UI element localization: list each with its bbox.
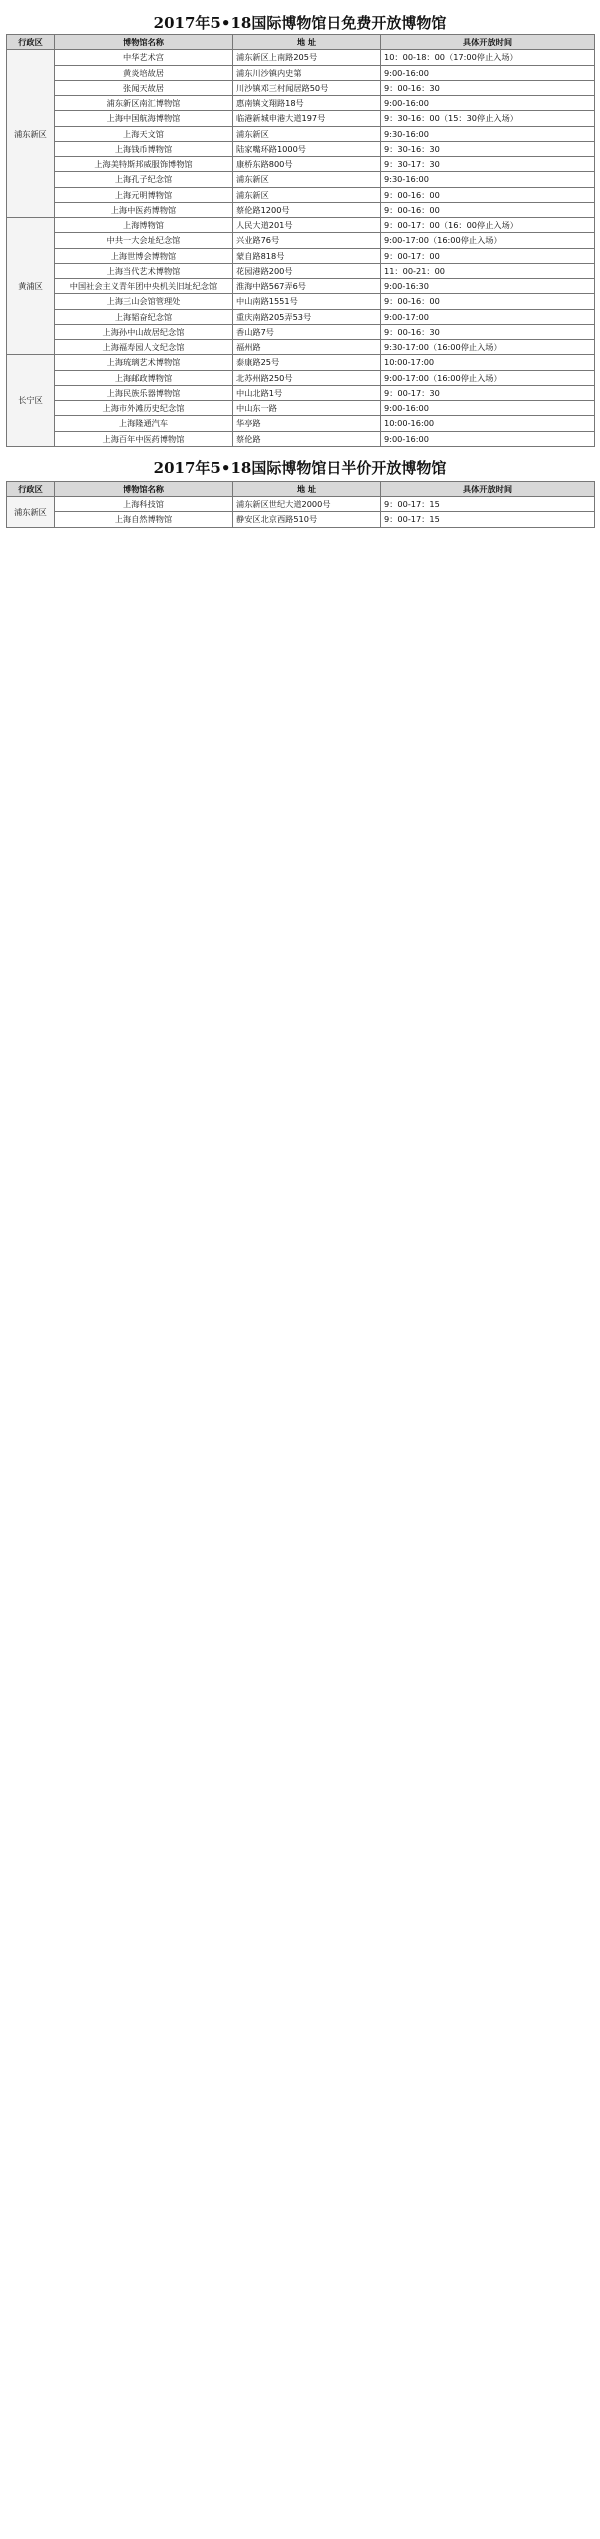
table-row bbox=[7, 294, 595, 309]
opening-hours-cell: 9：30-16：00（15：30停止入场） bbox=[381, 111, 595, 126]
table-row bbox=[7, 111, 595, 126]
opening-hours-cell: 9：00-16：00 bbox=[381, 187, 595, 202]
table-row bbox=[7, 385, 595, 400]
museum-name-cell: 上海天文馆 bbox=[55, 126, 233, 141]
opening-hours-cell: 10：00-18：00（17:00停止入场） bbox=[381, 50, 595, 65]
address-cell: 人民大道201号 bbox=[233, 218, 381, 233]
address-cell: 香山路7号 bbox=[233, 324, 381, 339]
museum-name-cell: 上海孔子纪念馆 bbox=[55, 172, 233, 187]
address-cell: 川沙镇邓三村闻居路50号 bbox=[233, 80, 381, 95]
half-table-title: 2017年5•18国际博物馆日半价开放博物馆 bbox=[153, 458, 447, 477]
address-cell: 浦东新区 bbox=[233, 172, 381, 187]
table-row bbox=[7, 512, 595, 527]
museum-name-cell: 中国社会主义青年团中央机关旧址纪念馆 bbox=[55, 279, 233, 294]
opening-hours-cell: 9：00-17：15 bbox=[381, 512, 595, 527]
address-cell: 福州路 bbox=[233, 340, 381, 355]
museum-name-cell: 上海邮政博物馆 bbox=[55, 370, 233, 385]
museum-name-cell: 上海当代艺术博物馆 bbox=[55, 263, 233, 278]
museum-name-cell: 上海民族乐器博物馆 bbox=[55, 385, 233, 400]
table-row bbox=[7, 355, 595, 370]
opening-hours-cell: 9:00-17:00（16:00停止入场） bbox=[381, 233, 595, 248]
header-museum-name: 博物馆名称 bbox=[55, 481, 233, 496]
district-cell: 浦东新区 bbox=[7, 497, 55, 528]
address-cell: 浦东新区上南路205号 bbox=[233, 50, 381, 65]
museum-name-cell: 上海百年中医药博物馆 bbox=[55, 431, 233, 446]
table-row bbox=[7, 172, 595, 187]
table-row bbox=[7, 126, 595, 141]
table-row bbox=[7, 431, 595, 446]
museum-name-cell: 中华艺术宫 bbox=[55, 50, 233, 65]
header-address: 地 址 bbox=[233, 481, 381, 496]
header-museum-name: 博物馆名称 bbox=[55, 35, 233, 50]
opening-hours-cell: 9：00-17：30 bbox=[381, 385, 595, 400]
district-cell: 长宁区 bbox=[7, 355, 55, 447]
table-row bbox=[7, 497, 595, 512]
museum-name-cell: 中共一大会址纪念馆 bbox=[55, 233, 233, 248]
free-table-title: 2017年5•18国际博物馆日免费开放博物馆 bbox=[153, 14, 447, 32]
opening-hours-cell: 9：30-17：30 bbox=[381, 157, 595, 172]
table-row bbox=[7, 96, 595, 111]
table-row bbox=[7, 416, 595, 431]
address-cell: 蔡伦路1200号 bbox=[233, 202, 381, 217]
opening-hours-cell: 11：00-21：00 bbox=[381, 263, 595, 278]
table-row bbox=[7, 187, 595, 202]
header-address: 地 址 bbox=[233, 35, 381, 50]
opening-hours-cell: 9：00-16：30 bbox=[381, 324, 595, 339]
museum-name-cell: 上海琉璃艺术博物馆 bbox=[55, 355, 233, 370]
address-cell: 浦东川沙镇内史第 bbox=[233, 65, 381, 80]
address-cell: 陆家嘴环路1000号 bbox=[233, 141, 381, 156]
museum-name-cell: 上海三山会馆管理处 bbox=[55, 294, 233, 309]
address-cell: 华亭路 bbox=[233, 416, 381, 431]
opening-hours-cell: 9:00-16:00 bbox=[381, 401, 595, 416]
opening-hours-cell: 9:30-16:00 bbox=[381, 126, 595, 141]
opening-hours-cell: 9：30-16：30 bbox=[381, 141, 595, 156]
museum-name-cell: 上海钱币博物馆 bbox=[55, 141, 233, 156]
museum-name-cell: 上海世博会博物馆 bbox=[55, 248, 233, 263]
museum-name-cell: 上海韬奋纪念馆 bbox=[55, 309, 233, 324]
museum-name-cell: 上海中国航海博物馆 bbox=[55, 111, 233, 126]
address-cell: 兴业路76号 bbox=[233, 233, 381, 248]
table-row bbox=[7, 202, 595, 217]
museum-name-cell: 上海元明博物馆 bbox=[55, 187, 233, 202]
opening-hours-cell: 9：00-16：00 bbox=[381, 294, 595, 309]
opening-hours-cell: 9:00-16:00 bbox=[381, 96, 595, 111]
address-cell: 北苏州路250号 bbox=[233, 370, 381, 385]
museum-name-cell: 上海市外滩历史纪念馆 bbox=[55, 401, 233, 416]
address-cell: 中山北路1号 bbox=[233, 385, 381, 400]
table-row bbox=[7, 248, 595, 263]
header-district: 行政区 bbox=[7, 35, 55, 50]
address-cell: 中山东一路 bbox=[233, 401, 381, 416]
address-cell: 浦东新区 bbox=[233, 187, 381, 202]
table-row bbox=[7, 370, 595, 385]
opening-hours-cell: 9:00-16:00 bbox=[381, 431, 595, 446]
museum-name-cell: 上海科技馆 bbox=[55, 497, 233, 512]
half-price-museum-table bbox=[6, 481, 595, 528]
table-row bbox=[7, 80, 595, 95]
table-row bbox=[7, 157, 595, 172]
address-cell: 花园港路200号 bbox=[233, 263, 381, 278]
opening-hours-cell: 9:00-17:00 bbox=[381, 309, 595, 324]
table-header-row bbox=[7, 481, 595, 496]
table-row bbox=[7, 263, 595, 278]
museum-name-cell: 上海中医药博物馆 bbox=[55, 202, 233, 217]
address-cell: 浦东新区 bbox=[233, 126, 381, 141]
table-row bbox=[7, 218, 595, 233]
address-cell: 重庆南路205弄53号 bbox=[233, 309, 381, 324]
address-cell: 蔡伦路 bbox=[233, 431, 381, 446]
opening-hours-cell: 9：00-17：00（16：00停止入场） bbox=[381, 218, 595, 233]
table-row bbox=[7, 309, 595, 324]
opening-hours-cell: 9：00-16：00 bbox=[381, 202, 595, 217]
address-cell: 临港新城申港大道197号 bbox=[233, 111, 381, 126]
header-opening-hours: 具体开放时间 bbox=[381, 35, 595, 50]
header-district: 行政区 bbox=[7, 481, 55, 496]
museum-name-cell: 黄炎培故居 bbox=[55, 65, 233, 80]
table-row bbox=[7, 65, 595, 80]
address-cell: 静安区北京西路510号 bbox=[233, 512, 381, 527]
opening-hours-cell: 9:00-16:00 bbox=[381, 65, 595, 80]
address-cell: 浦东新区世纪大道2000号 bbox=[233, 497, 381, 512]
address-cell: 中山南路1551号 bbox=[233, 294, 381, 309]
address-cell: 惠南镇文翔路18号 bbox=[233, 96, 381, 111]
district-cell: 浦东新区 bbox=[7, 50, 55, 218]
museum-name-cell: 上海孙中山故居纪念馆 bbox=[55, 324, 233, 339]
opening-hours-cell: 9:00-16:30 bbox=[381, 279, 595, 294]
table-row bbox=[7, 233, 595, 248]
opening-hours-cell: 9:00-17:00（16:00停止入场） bbox=[381, 370, 595, 385]
museum-name-cell: 上海隆通汽车 bbox=[55, 416, 233, 431]
table-row bbox=[7, 279, 595, 294]
address-cell: 蒙自路818号 bbox=[233, 248, 381, 263]
opening-hours-cell: 9:30-17:00（16:00停止入场） bbox=[381, 340, 595, 355]
museum-name-cell: 浦东新区南汇博物馆 bbox=[55, 96, 233, 111]
free-museum-table bbox=[6, 34, 595, 447]
table-row bbox=[7, 50, 595, 65]
opening-hours-cell: 9:30-16:00 bbox=[381, 172, 595, 187]
museum-name-cell: 上海美特斯邦威服饰博物馆 bbox=[55, 157, 233, 172]
museum-name-cell: 上海博物馆 bbox=[55, 218, 233, 233]
opening-hours-cell: 10:00-17:00 bbox=[381, 355, 595, 370]
opening-hours-cell: 9：00-17：15 bbox=[381, 497, 595, 512]
address-cell: 康桥东路800号 bbox=[233, 157, 381, 172]
table-row bbox=[7, 324, 595, 339]
table-row bbox=[7, 141, 595, 156]
opening-hours-cell: 9：00-17：00 bbox=[381, 248, 595, 263]
header-opening-hours: 具体开放时间 bbox=[381, 481, 595, 496]
opening-hours-cell: 9：00-16：30 bbox=[381, 80, 595, 95]
museum-name-cell: 上海福寿园人文纪念馆 bbox=[55, 340, 233, 355]
table-row bbox=[7, 401, 595, 416]
table-row bbox=[7, 340, 595, 355]
district-cell: 黄浦区 bbox=[7, 218, 55, 355]
museum-name-cell: 上海自然博物馆 bbox=[55, 512, 233, 527]
address-cell: 泰康路25号 bbox=[233, 355, 381, 370]
museum-name-cell: 张闻天故居 bbox=[55, 80, 233, 95]
opening-hours-cell: 10:00-16:00 bbox=[381, 416, 595, 431]
table-header-row bbox=[7, 35, 595, 50]
address-cell: 淮海中路567弄6号 bbox=[233, 279, 381, 294]
